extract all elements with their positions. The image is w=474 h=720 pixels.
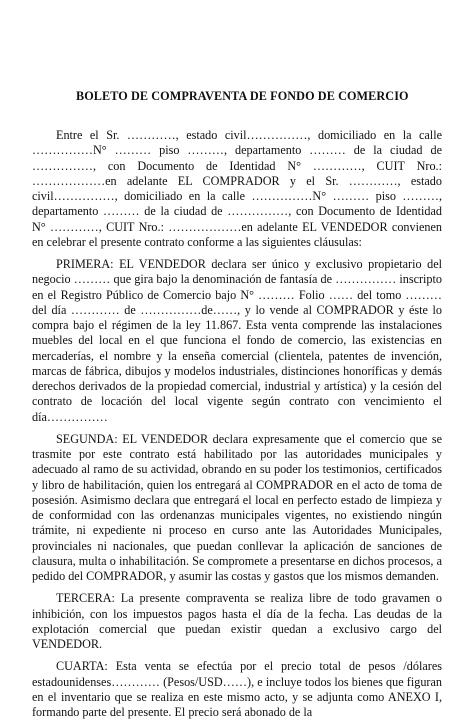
clause-segunda: SEGUNDA: EL VENDEDOR declara expresamente que el comercio que se trasmite por este contrato está habilitado por las autoridades municipales y adecuado al ramo de su actividad, obrando en su poder los testimonios, certificados y libro de habilitación, quien los entregará al COMPRADOR en el acto de toma de posesión. Asimismo declara que entregará el local en perfecto estado de limpieza y de conformidad con las ordenanzas municipales vigentes, no existiendo ningún trámite, ni expediente ni proceso en curso ante las Autoridades Municipales, provinciales ni nacionales, que puedan conllevar la aplicación de sanciones de clausura, multa o inhabilitación. Se compromete a presentarse en dichos procesos, a pedido del COMPRADOR, y asumir las costas y gastos que los mismos demanden.: [32, 431, 442, 583]
intro-paragraph: Entre el Sr. …………, estado civil……………, domiciliado en la calle ……………N° ……… piso ………, departamento ……… de la ciudad de ……………, con Documento de Identidad N° …………, CUIT Nro.: ………………en adelante EL COMPRADOR y el Sr. …………, estado civil……………, domiciliado en la calle ……………N° ……… piso ………, departamento ……… de la ciudad de ……………, con Documento de Identidad N° …………, CUIT Nro.: ………………en adelante EL VENDEDOR convienen en celebrar el presente contrato conforme a las siguientes cláusulas:: [32, 128, 442, 249]
clause-cuarta: CUARTA: Esta venta se efectúa por el precio total de pesos /dólares estadounidenses………… (Pesos/USD……), e incluye todos los bienes que figuran en el inventario que se realiza en este mismo acto, y se adjunta como ANEXO I, formando parte del presente. El precio será abonado de la: [32, 659, 442, 719]
clause-primera: PRIMERA: EL VENDEDOR declara ser único y exclusivo propietario del negocio ……… que gira bajo la denominación de fantasía de …………… inscripto en el Registro Público de Comercio bajo N° ……… Folio …… del tomo ……… del día ………… de ……………de……, y lo vende al COMPRADOR y éste lo compra bajo el régimen de la ley 11.867. Esta venta comprende las instalaciones muebles del local en el que funciona el fondo de comercio, las existencias en mercaderías, el nombre y la enseña comercial (clientela, patentes de invención, marcas de fábrica, dibujos y modelos industriales, distinciones honoríficas y demás derechos derivados de la propiedad comercial, industrial y artística) y la cesión del contrato de locación del local vigente según contrato con vencimiento el día……………: [32, 257, 442, 424]
clause-tercera: TERCERA: La presente compraventa se realiza libre de todo gravamen o inhibición, con los impuestos pagos hasta el día de la fecha. Las deudas de la explotación comercial que puedan existir quedan a exclusivo cargo del VENDEDOR.: [32, 591, 442, 651]
document-title: BOLETO DE COMPRAVENTA DE FONDO DE COMERCIO: [76, 89, 409, 103]
